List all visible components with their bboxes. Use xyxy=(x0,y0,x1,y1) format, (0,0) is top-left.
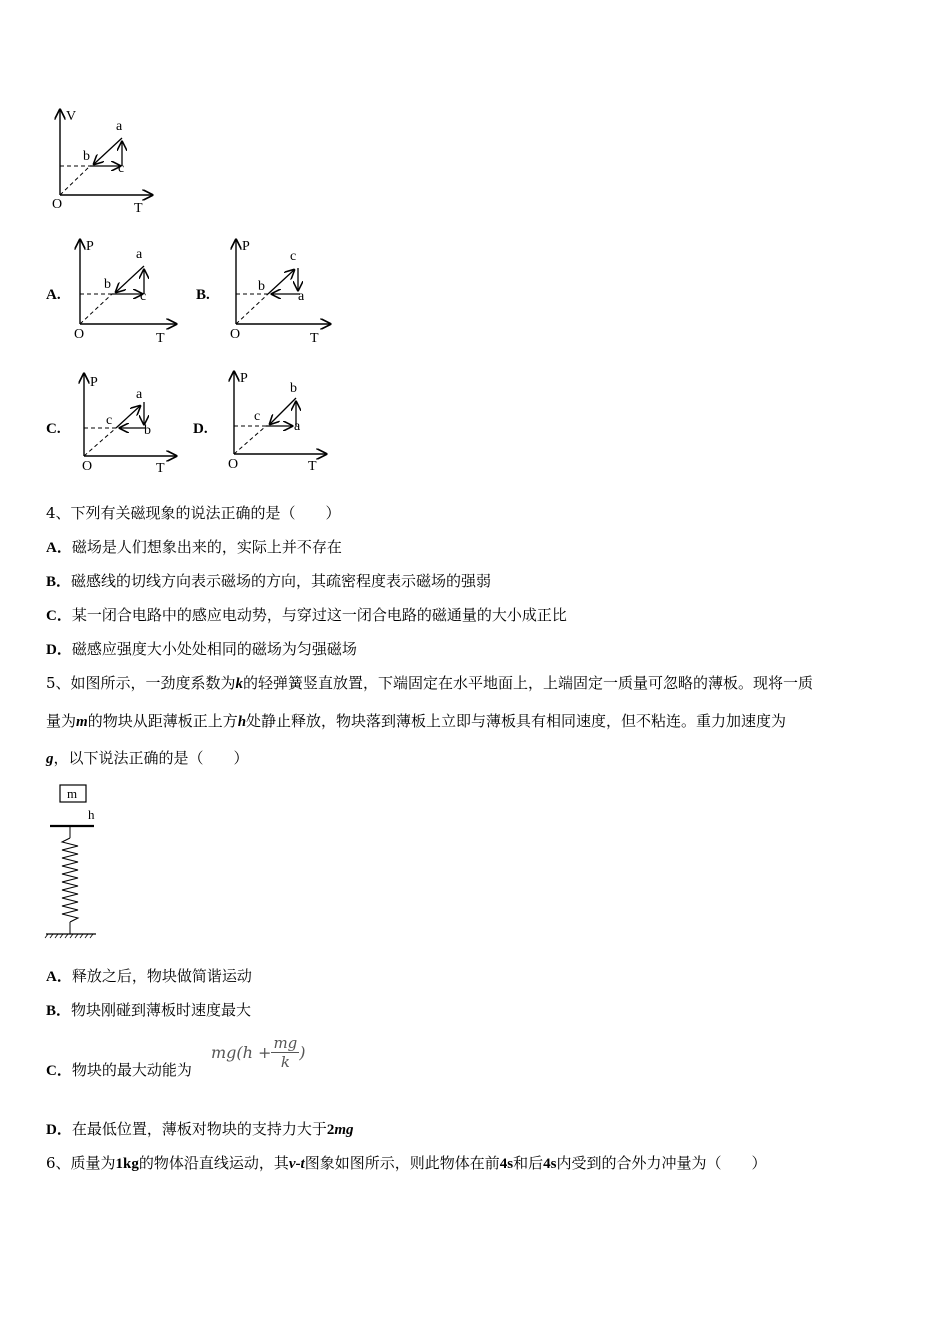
question-6-stem: 6、质量为1kg的物体沿直线运动，其v-t图象如图所示，则此物体在前4s和后4s内受到的合外力冲量为（ ） xyxy=(46,1154,767,1172)
pt-diagram-d[interactable] xyxy=(220,366,336,478)
svg-text:O: O xyxy=(230,327,241,342)
q5-option-b[interactable]: B．物块刚碰到薄板时速度最大 xyxy=(46,1001,252,1019)
svg-text:c: c xyxy=(290,249,297,264)
vt-diagram xyxy=(40,100,170,220)
option-label[interactable]: B. xyxy=(196,287,210,303)
pt-diagram-b[interactable] xyxy=(222,232,342,348)
svg-text:c: c xyxy=(106,413,113,428)
svg-text:P: P xyxy=(90,375,98,390)
point-label: a xyxy=(116,119,123,134)
svg-text:T: T xyxy=(310,331,319,346)
svg-text:a: a xyxy=(136,387,143,402)
q4-option-d[interactable]: D．磁感应强度大小处处相同的磁场为匀强磁场 xyxy=(46,640,357,658)
q5-option-a[interactable]: A．释放之后，物块做简谐运动 xyxy=(46,967,252,985)
option-label[interactable]: C. xyxy=(46,421,61,437)
question-5-stem-line3: g，以下说法正确的是（ ） xyxy=(46,749,249,767)
svg-text:T: T xyxy=(156,461,165,476)
spring-figure xyxy=(40,780,110,942)
q5-option-d[interactable]: D．在最低位置，薄板对物块的支持力大于2mg xyxy=(46,1120,354,1138)
svg-text:a: a xyxy=(298,289,305,304)
pt-diagram-a[interactable] xyxy=(66,232,186,348)
spring xyxy=(62,838,78,922)
pt-diagram-c[interactable] xyxy=(70,368,186,480)
option-label[interactable]: A. xyxy=(46,287,61,303)
axis-x-label: T xyxy=(134,201,143,216)
svg-text:O: O xyxy=(74,327,85,342)
option-label[interactable]: D. xyxy=(193,421,208,437)
q4-option-b[interactable]: B．磁感线的切线方向表示磁场的方向，其疏密程度表示磁场的强弱 xyxy=(46,572,492,590)
q4-option-a[interactable]: A．磁场是人们想象出来的，实际上并不存在 xyxy=(46,538,342,556)
question-5-stem-line1: 5、如图所示，一劲度系数为k的轻弹簧竖直放置，下端固定在水平地面上，上端固定一质量可忽略的薄板。现将一质 xyxy=(46,674,814,692)
svg-text:T: T xyxy=(156,331,165,346)
svg-text:h: h xyxy=(88,807,95,822)
svg-text:m: m xyxy=(67,786,78,801)
svg-text:c: c xyxy=(254,409,261,424)
point-label: c xyxy=(118,161,125,176)
q4-option-c[interactable]: C．某一闭合电路中的感应电动势，与穿过这一闭合电路的磁通量的大小成正比 xyxy=(46,606,567,624)
svg-text:P: P xyxy=(86,239,94,254)
svg-text:c: c xyxy=(140,289,147,304)
svg-text:b: b xyxy=(104,277,111,292)
svg-text:T: T xyxy=(308,459,317,474)
svg-text:a: a xyxy=(136,247,143,262)
svg-text:b: b xyxy=(258,279,265,294)
svg-text:a: a xyxy=(294,419,301,434)
max-kinetic-energy-formula: mg(h + $\frac{mg}{k}$ ) xyxy=(211,1034,306,1071)
svg-text:O: O xyxy=(228,457,239,472)
q5-option-c[interactable]: C．物块的最大动能为 xyxy=(46,1061,192,1079)
svg-text:P: P xyxy=(240,371,248,386)
question-5-stem-line2: 量为m的物块从距薄板正上方h处静止释放，物块落到薄板上立即与薄板具有相同速度，但不粘连。重力加速度为 xyxy=(46,712,787,730)
svg-text:P: P xyxy=(242,239,250,254)
origin-label: O xyxy=(52,197,63,212)
question-4-stem: 4、下列有关磁现象的说法正确的是（ ） xyxy=(46,504,341,522)
svg-text:b: b xyxy=(290,381,297,396)
svg-text:O: O xyxy=(82,459,93,474)
axis-y-label: V xyxy=(66,109,77,124)
point-label: b xyxy=(83,149,90,164)
svg-text:b: b xyxy=(144,423,151,438)
